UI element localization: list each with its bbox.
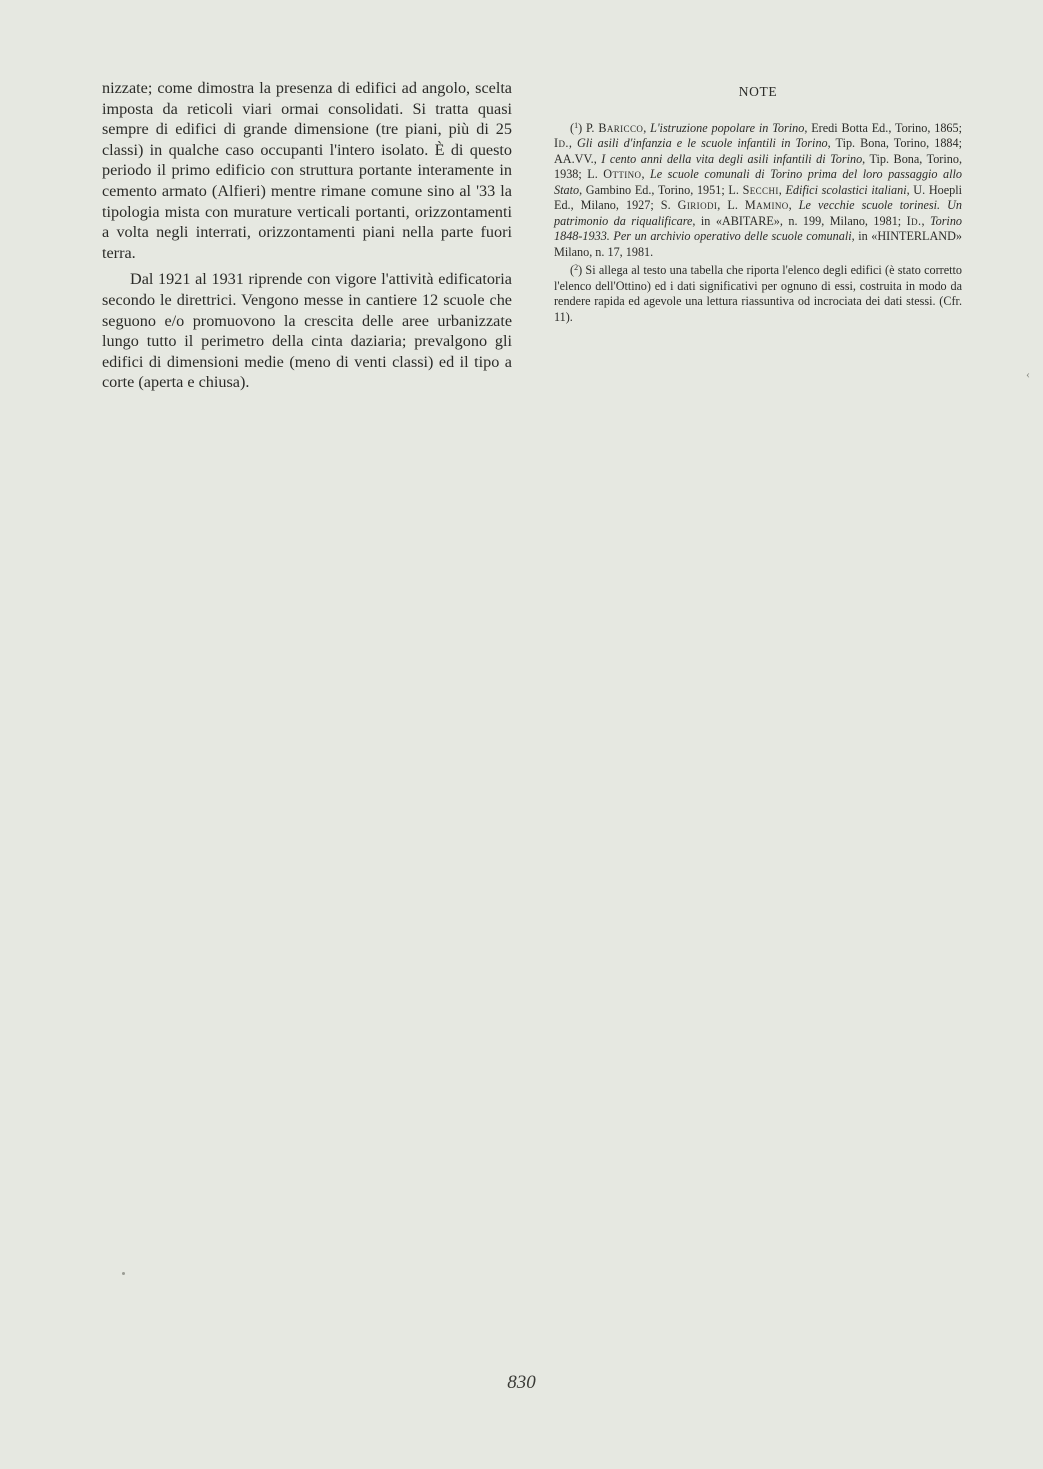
footnote-1-part: , L.: [717, 198, 745, 212]
body-paragraph-1: nizzate; come dimostra la presenza di edifici ad angolo, scelta imposta da reticoli viari ormai consolidati. Si tratta quasi sempre di edifici di grande dimensione (tre piani, più di 25 classi) in qualche caso occupanti l'intero isolato. È di questo periodo il primo edificio con struttura portante interamente in cemento armato (Alfieri) mentre rimane comune sino al '33 la tipologia mista con murature verticali portanti, orizzontamenti a volta negli interrati, orizzontamenti piani nella parte fuori terra.: [102, 79, 512, 262]
author-name: Id.: [554, 136, 569, 150]
footnote-2-marker: 2: [574, 263, 579, 272]
citation-title: Torino 1848-1933. Per un archivio operativo delle scuole comunali: [554, 213, 963, 243]
footnote-1-part: , Tip. Bona, Torino, 1884; AA.VV.,: [554, 136, 963, 166]
footnote-1-part: , in «ABITARE», n. 199, Milano, 1981;: [692, 213, 907, 228]
scan-speck: [122, 1272, 125, 1275]
notes-heading: NOTE: [738, 84, 778, 99]
page-number: 830: [507, 1372, 536, 1393]
author-name: Mamino: [744, 198, 789, 212]
footnote-1-part: , Tip. Bona, Torino, 1938; L.: [554, 151, 962, 181]
author-name: Id.: [906, 213, 922, 228]
footnote-1-part: ,: [641, 167, 650, 181]
footnote-1-part: P.: [585, 120, 599, 135]
footnote-1-part: , Eredi Botta Ed., Torino, 1865;: [804, 120, 962, 135]
citation-title: Edifici scolastici italiani: [785, 182, 907, 197]
author-name: Giriodi: [677, 198, 718, 212]
footnote-2-text: Si allega al testo una tabella che riporta l'elenco degli edifici (è stato corretto l'elenco dell'Ottino) ed i dati significativi per ognuno di essi, costruita in modo da rendere rapida ed agevole una lettura riassuntiva od incrociata dei dati stessi. (Cfr. 11).: [554, 263, 963, 324]
citation-title: L'istruzione popolare in Torino: [650, 120, 805, 135]
citation-title: Le vecchie scuole torinesi. Un patrimonio da riqualificare: [554, 198, 962, 228]
citation-title: Le scuole comunali di Torino prima del loro passaggio allo Stato: [554, 167, 962, 197]
citation-title: I cento anni della vita degli asili infantili di Torino: [601, 151, 863, 166]
author-name: Secchi: [742, 182, 779, 197]
margin-mark: ‹: [1026, 367, 1030, 381]
footnote-2: ($^2$) Si allega al testo una tabella che riporta l'elenco degli edifici (è stato corretto l'elenco dell'Ottino) ed i dati significativi per ognuno di essi, costruita in modo da rendere rapida ed agevole una lettura riassuntiva od incrociata dei dati stessi. (Cfr. 11).: [554, 263, 963, 324]
citation-title: Gli asili d'infanzia e le scuole infantili in Torino: [576, 136, 828, 150]
footnote-1: ($^1$) P. Baricco, L'istruzione popolare in Torino, Eredi Botta Ed., Torino, 1865; Id., Gli asili d'infanzia e le scuole infantili in Torino, Tip. Bona, Torino, 1884; AA.VV., I cento anni della vita degli asili infantili di Torino, Tip. Bona, Torino, 1938; L. Ottino, Le scuole comunali di Torino prima del loro passaggio allo Stato, Gambino Ed., Torino, 1951; L. Secchi, Edifici scolastici italiani, U. Hoepli Ed., Milano, 1927; S. Giriodi, L. Mamino, Le vecchie scuole torinesi. Un patrimonio da riqualificare, in «ABITARE», n. 199, Milano, 1981; Id., Torino 1848-1933. Per un archivio operativo delle scuole comunali, in «HINTERLAND» Milano, n. 17, 1981.: [554, 120, 963, 259]
footnote-1-part: ,: [921, 213, 930, 228]
body-paragraph-2: Dal 1921 al 1931 riprende con vigore l'attività edificatoria secondo le direttrici. Vengono messe in cantiere 12 scuole che seguono e/o promuovono la crescita delle aree urbanizzate lungo tutto il perimetro della cinta daziaria; prevalgono gli edifici di dimensioni medie (meno di venti classi) ed il tipo a corte (aperta e chiusa).: [102, 270, 512, 392]
footnote-1-part: , Gambino Ed., Torino, 1951; L.: [579, 182, 743, 197]
author-name: Baricco: [598, 120, 644, 135]
notes-column: [554, 84, 962, 325]
author-name: Ottino: [603, 167, 642, 181]
main-text-column: [102, 78, 512, 393]
footnote-1-marker: 1: [574, 120, 579, 130]
footnote-1-part: , in «HINTERLAND» Milano, n. 17, 1981.: [554, 229, 962, 259]
footnote-1-part: ,: [568, 136, 577, 150]
footnote-1-part: ,: [643, 120, 651, 135]
footnote-1-part: ,: [788, 198, 799, 212]
footnote-1-part: , U. Hoepli Ed., Milano, 1927; S.: [554, 182, 962, 212]
footnote-1-part: ,: [778, 182, 786, 197]
